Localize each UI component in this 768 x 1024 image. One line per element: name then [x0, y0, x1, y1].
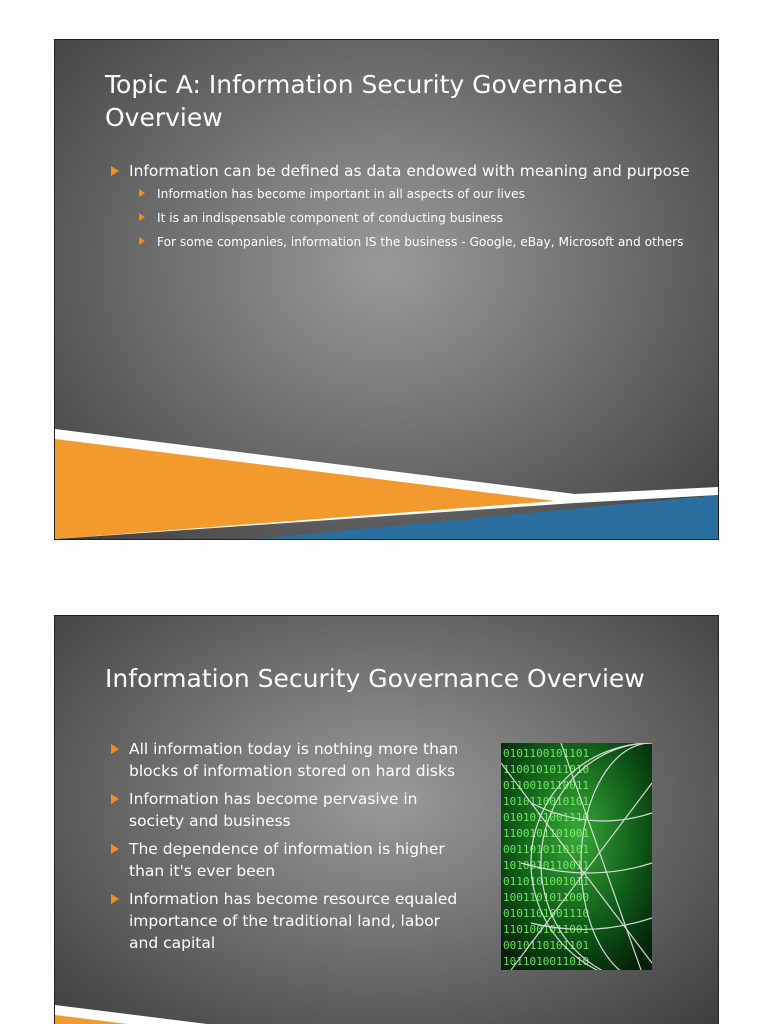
slide-title: Information Security Governance Overview: [105, 664, 645, 693]
svg-text:0101011001110: 0101011001110: [503, 811, 590, 824]
svg-text:0110101001011: 0110101001011: [503, 875, 590, 888]
sub-bullet-text: It is an indispensable component of conducting business: [157, 211, 503, 225]
bullet-arrow-icon: [139, 237, 145, 245]
sub-bullet-item: [139, 233, 701, 251]
bullet-item: [111, 160, 701, 182]
svg-text:1001101011000: 1001101011000: [503, 891, 590, 904]
svg-text:1010010110011: 1010010110011: [503, 859, 590, 872]
bullet-text: Information has become pervasive in society and business: [129, 790, 418, 830]
slide-title: Topic A: Information Security Governance Overview: [105, 70, 623, 132]
bullet-item: [111, 838, 461, 882]
binary-globe-icon: [501, 743, 652, 970]
binary-globe-image: [501, 743, 652, 970]
sub-bullet-text: Information has become important in all aspects of our lives: [157, 187, 525, 201]
decorative-swoosh: [55, 429, 718, 539]
bullet-list: [111, 160, 701, 257]
bullet-arrow-icon: [139, 213, 145, 221]
svg-text:1100101011010: 1100101011010: [503, 763, 590, 776]
svg-text:0110010110011: 0110010110011: [503, 779, 590, 792]
bullet-arrow-icon: [111, 744, 119, 754]
sub-bullet-text: For some companies, information IS the business - Google, eBay, Microsoft and others: [157, 235, 684, 249]
bullet-arrow-icon: [139, 189, 145, 197]
slide-1: [54, 39, 719, 540]
bullet-text: The dependence of information is higher than it's ever been: [129, 840, 445, 880]
svg-text:0101101001110: 0101101001110: [503, 907, 590, 920]
svg-text:1101001011001: 1101001011001: [503, 923, 590, 936]
swoosh-white-band: [55, 1005, 718, 1024]
bullet-item: [111, 788, 461, 832]
bullet-text: All information today is nothing more than blocks of information stored on hard disks: [129, 740, 459, 780]
svg-text:1011010011010: 1011010011010: [503, 955, 590, 968]
bullet-arrow-icon: [111, 166, 119, 176]
svg-text:1100101101001: 1100101101001: [503, 827, 590, 840]
bullet-text: Information has become resource equaled importance of the traditional land, labor and capital: [129, 890, 458, 952]
svg-text:1010110010101: 1010110010101: [503, 795, 590, 808]
bullet-item: [111, 888, 461, 954]
decorative-swoosh: [55, 1005, 718, 1024]
bullet-arrow-icon: [111, 894, 119, 904]
bullet-list: [111, 738, 461, 960]
bullet-item: [111, 738, 461, 782]
svg-text:0010110101101: 0010110101101: [503, 939, 590, 952]
svg-text:0101100101101: 0101100101101: [503, 747, 590, 760]
svg-text:0011010110101: 0011010110101: [503, 843, 590, 856]
sub-bullet-item: [139, 209, 701, 227]
bullet-arrow-icon: [111, 844, 119, 854]
sub-bullet-item: [139, 185, 701, 203]
bullet-text: Information can be defined as data endowed with meaning and purpose: [129, 162, 690, 180]
slide-2: [54, 615, 719, 1024]
bullet-arrow-icon: [111, 794, 119, 804]
